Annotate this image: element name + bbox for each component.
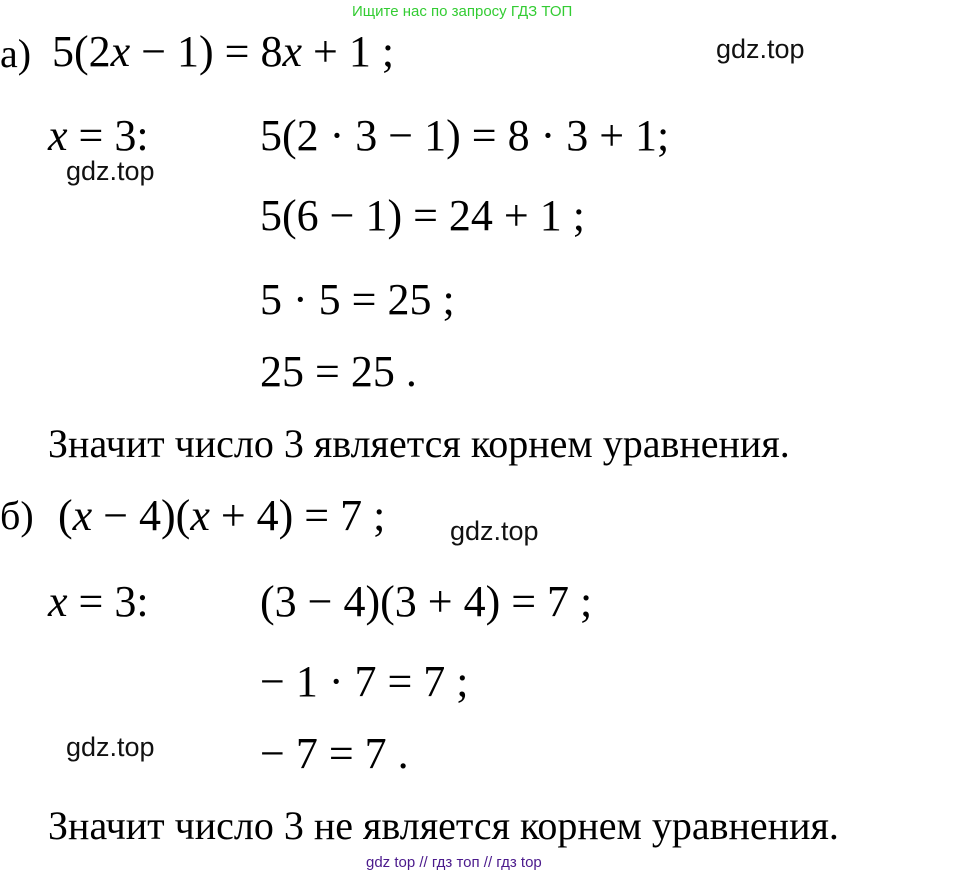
part-b-label: б) <box>0 493 34 538</box>
part-b-step-3: − 7 = 7 . <box>260 729 409 778</box>
part-a-step-1: 5(2 · 3 − 1) = 8 · 3 + 1; <box>260 111 670 160</box>
part-a-conclusion: Значит число 3 является корнем уравнения. <box>48 421 790 466</box>
part-a-equation: 5(2x − 1) = 8x + 1 ; <box>52 27 395 76</box>
part-b-conclusion: Значит число 3 не является корнем уравнения. <box>48 803 839 848</box>
part-b-step-2: − 1 · 7 = 7 ; <box>260 657 469 706</box>
part-a-step-3: 5 · 5 = 25 ; <box>260 275 455 324</box>
part-a-check-value: x = 3: <box>48 111 149 160</box>
part-a-label: а) <box>0 31 32 76</box>
part-a-step-2: 5(6 − 1) = 24 + 1 ; <box>260 191 585 240</box>
part-b-check-value: x = 3: <box>48 577 149 626</box>
watermark: gdz.top <box>450 516 539 546</box>
watermark: gdz.top <box>66 156 155 186</box>
part-b-equation: (x − 4)(x + 4) = 7 ; <box>58 491 386 540</box>
search-banner: Ищите нас по запросу ГДЗ ТОП <box>352 3 573 20</box>
footer-links: gdz top // гдз топ // гдз top <box>366 854 542 871</box>
part-b-step-1: (3 − 4)(3 + 4) = 7 ; <box>260 577 593 626</box>
watermark: gdz.top <box>716 34 805 64</box>
watermark: gdz.top <box>66 732 155 762</box>
part-a-step-4: 25 = 25 . <box>260 347 417 396</box>
